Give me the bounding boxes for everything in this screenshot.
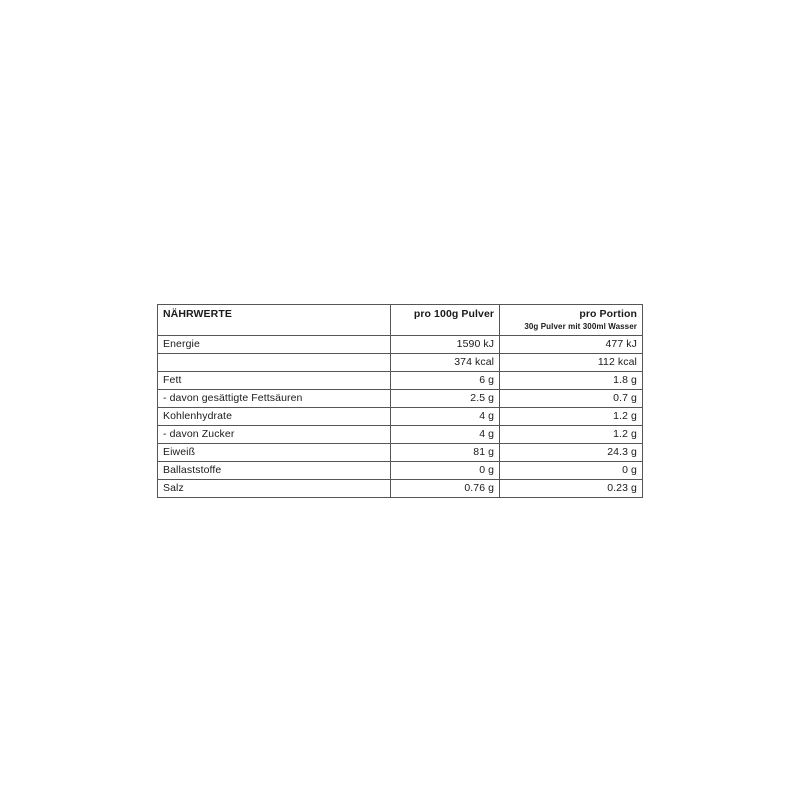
row-label (158, 354, 391, 372)
row-per-100g: 2.5 g (391, 390, 500, 408)
row-label: - davon gesättigte Fettsäuren (158, 390, 391, 408)
row-per-portion: 477 kJ (500, 336, 643, 354)
header-per-100g: pro 100g Pulver (391, 305, 500, 336)
table-row (158, 372, 643, 390)
table-row (158, 390, 643, 408)
row-per-portion: 0.7 g (500, 390, 643, 408)
header-per-portion (500, 305, 643, 336)
row-label: - davon Zucker (158, 426, 391, 444)
table-row (158, 480, 643, 498)
row-label: Energie (158, 336, 391, 354)
row-per-portion: 0 g (500, 462, 643, 480)
table-row (158, 444, 643, 462)
row-label: Kohlenhydrate (158, 408, 391, 426)
row-per-portion: 112 kcal (500, 354, 643, 372)
row-per-portion: 1.2 g (500, 426, 643, 444)
row-per-100g: 0 g (391, 462, 500, 480)
row-label: Eiweiß (158, 444, 391, 462)
row-per-100g: 0.76 g (391, 480, 500, 498)
header-per-portion-title: pro Portion (579, 308, 637, 320)
header-per-portion-subtitle: 30g Pulver mit 300ml Wasser (524, 322, 637, 331)
row-per-100g: 6 g (391, 372, 500, 390)
header-row (158, 305, 643, 336)
nutrition-table-header (158, 305, 643, 336)
table-row (158, 354, 643, 372)
row-per-100g: 4 g (391, 408, 500, 426)
nutrition-table (157, 304, 643, 498)
nutrition-table-body (158, 336, 643, 498)
table-row (158, 336, 643, 354)
row-per-100g: 4 g (391, 426, 500, 444)
row-label: Ballaststoffe (158, 462, 391, 480)
row-per-portion: 1.8 g (500, 372, 643, 390)
row-per-portion: 1.2 g (500, 408, 643, 426)
row-per-100g: 374 kcal (391, 354, 500, 372)
header-label: NÄHRWERTE (158, 305, 391, 336)
row-label: Fett (158, 372, 391, 390)
table-row (158, 426, 643, 444)
row-per-portion: 24.3 g (500, 444, 643, 462)
table-row (158, 408, 643, 426)
row-per-portion: 0.23 g (500, 480, 643, 498)
table-row (158, 462, 643, 480)
row-per-100g: 1590 kJ (391, 336, 500, 354)
row-per-100g: 81 g (391, 444, 500, 462)
row-label: Salz (158, 480, 391, 498)
